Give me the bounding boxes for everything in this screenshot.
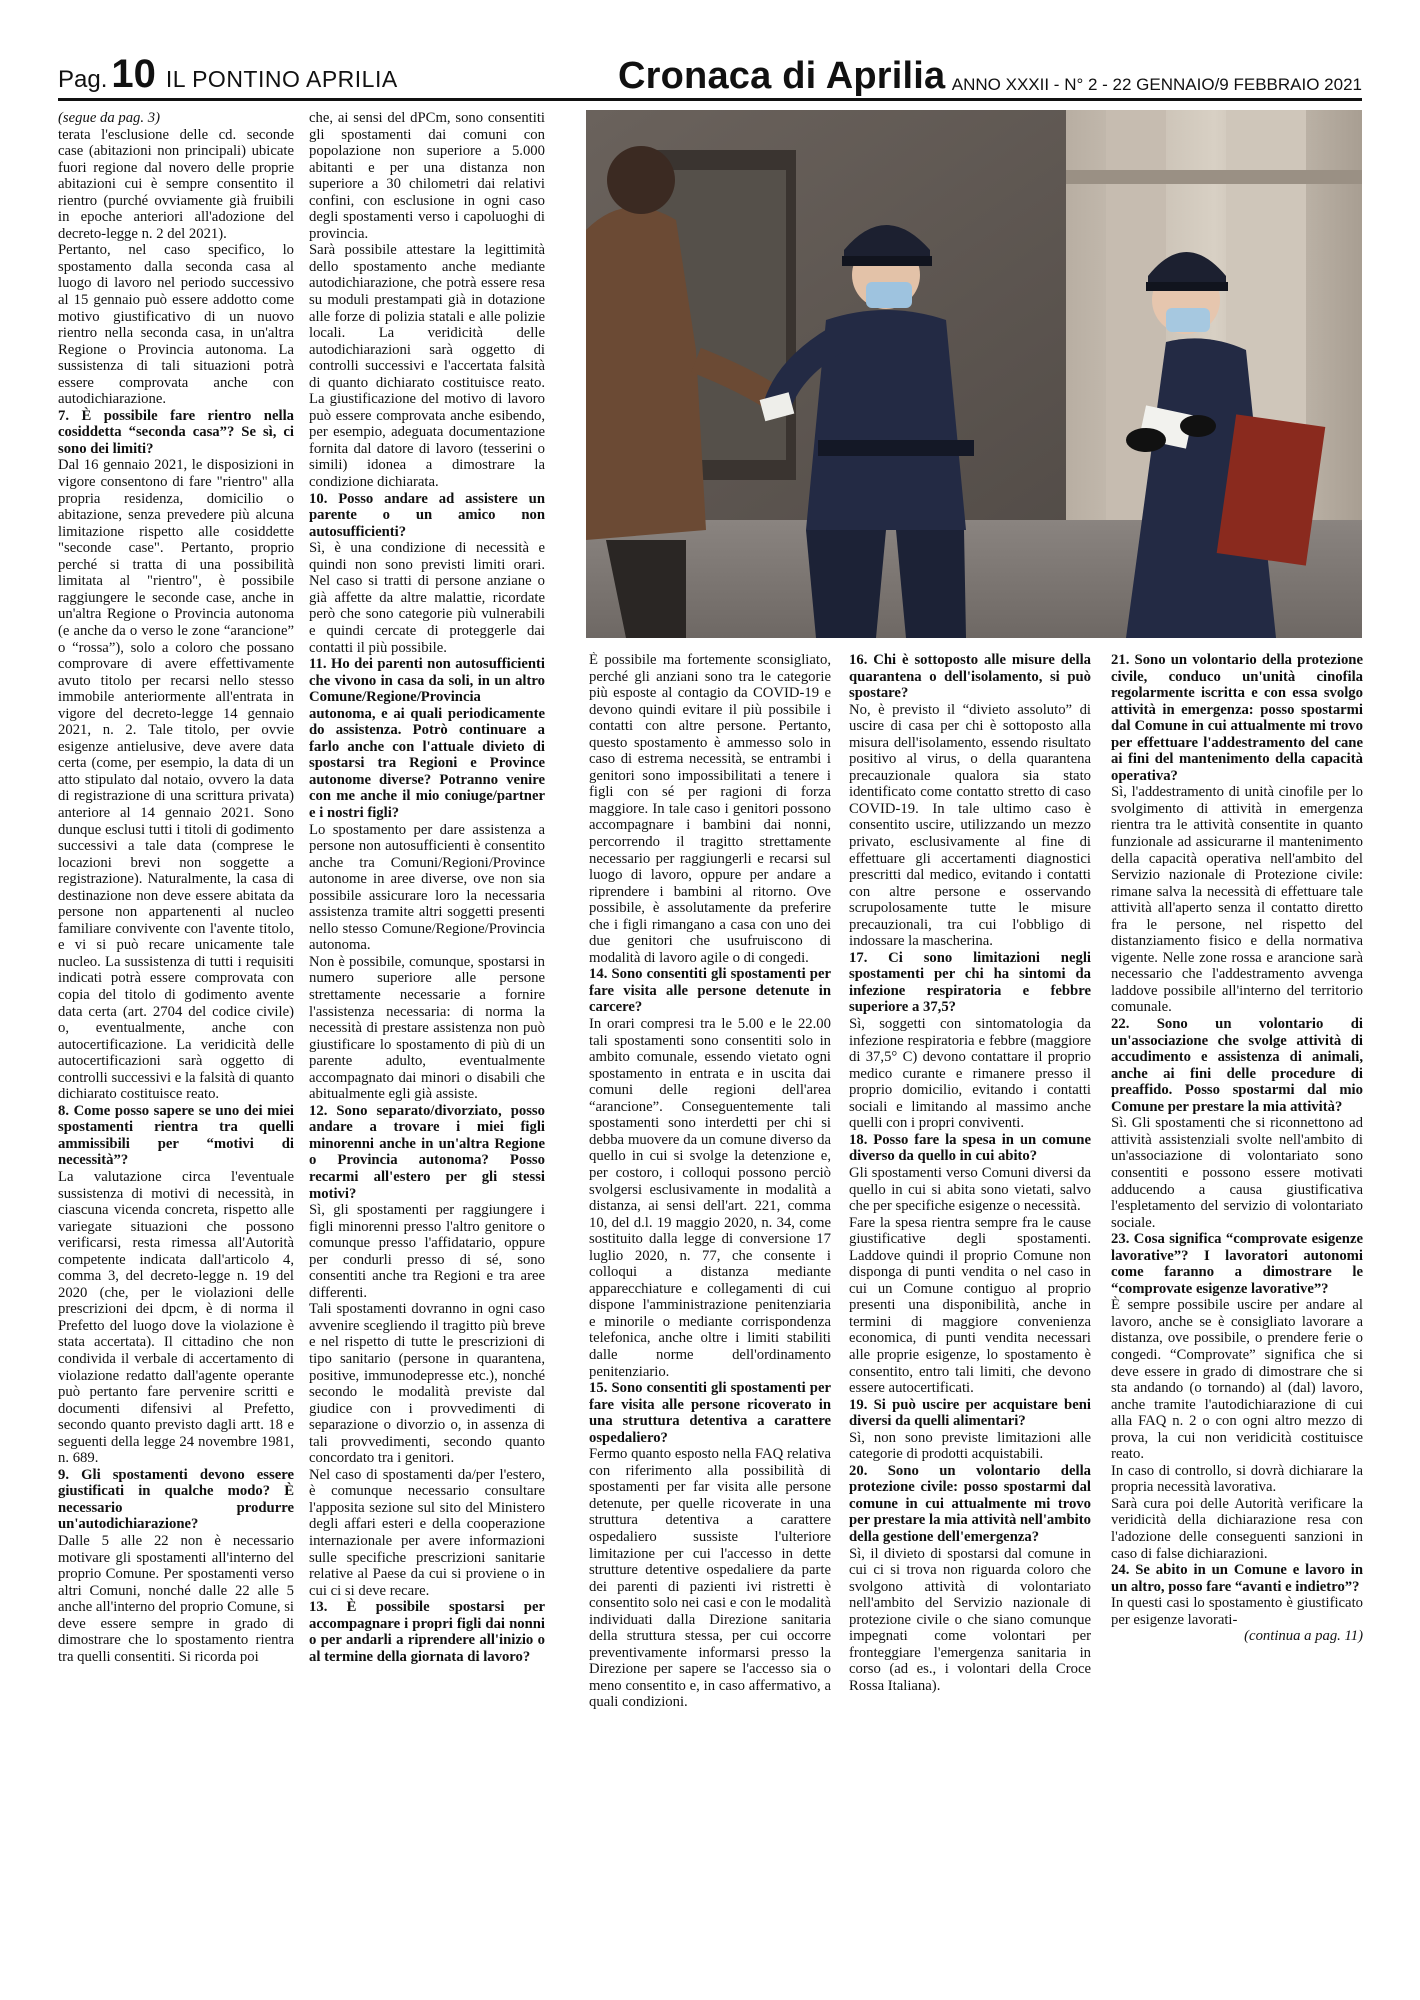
faq-answer-paragraph: No, è previsto il “divieto assoluto” di uscire di casa per chi è sottoposto alla misura dell'isolamento, essendo risultato positivo al virus, o della quarantena precauzionale qualora sia stato identificato come contatto stretto di caso COVID-19. In tale ultimo caso è consentito uscire, utilizzando un mezzo privato, esclusivamente al fine di effettuare gli accertamenti diagnostici prescritti dal medico, evitando i contatti con altre persone e osservando scrupolosamente tutte le misure precauzionali, tra cui l'obbligo di indossare la mascherina.	[849, 701, 1091, 950]
faq-answer-paragraph: Non è possibile, comunque, spostarsi in numero superiore alle persone strettamente necessarie a fornire l'assistenza necessaria: di norma la necessità di prestare assistenza non può giustificare lo spostamento di più di un parente adulto, eventualmente accompagnato dai minori o disabili che abitualmente egli già assiste.	[309, 953, 545, 1103]
faq-question: 10. Posso andare ad assistere un parente o un amico non autosufficienti?	[309, 490, 545, 540]
faq-question: 21. Sono un volontario della protezione civile, conduco un'unità cinofila regolarmente iscritta e con essa svolgo attività in emergenza: posso spostarmi dal Comune in cui attualmente mi trovo per effettuare l'addestramento del cane ai fini del mantenimento della capacità operativa?	[1111, 652, 1363, 784]
continuation-note: (continua a pag. 11)	[1244, 1628, 1363, 1645]
faq-question: 22. Sono un volontario di un'associazione che svolge attività di accudimento e assistenza di animali, anche ai fini delle procedure di preaffido. Posso spostarmi dal mio Comune per prestare la mia attività?	[1111, 1016, 1363, 1115]
page-label: Pag.	[58, 66, 108, 93]
masthead	[58, 52, 1362, 101]
faq-answer-paragraph: Fermo quanto esposto nella FAQ relativa con riferimento alla possibilità di spostamenti per far visita alle persone detenute, per quelle ricoverate in una struttura detentiva a carattere ospedaliero sussiste l'ulteriore limitazione per cui l'accesso in dette strutture detentive ospedaliere da parte dei parenti di pazienti ivi ristretti è consentito solo nei casi e con le modalità individuati dalla Direzione sanitaria della struttura stessa, per cui occorre preventivamente informarsi presso la Direzione per sapere se l'accesso sia o meno consentito e, in caso affermativo, a quali condizioni.	[589, 1446, 831, 1711]
news-photo	[586, 110, 1362, 638]
faq-question: 7. È possibile fare rientro nella cosiddetta “seconda casa”? Se sì, ci sono dei limiti?	[58, 407, 294, 457]
faq-question: 23. Cosa significa “comprovate esigenze lavorative”? I lavoratori autonomi come faranno a dimostrare le “comprovate esigenze lavorative”?	[1111, 1231, 1363, 1297]
police-check-photo	[586, 110, 1362, 638]
faq-answer-paragraph: Sì, l'addestramento di unità cinofile per lo svolgimento di attività in emergenza rientra tra le attività consentite in quanto funzionale ad assicurarne il mantenimento della capacità operativa nell'ambito del Servizio nazionale di Protezione civile: rimane salva la necessità di effettuare tale attività all'aperto senza il contatto diretto fra le persone, nel rispetto del distanziamento fisico e della normativa vigente. Nelle zone rossa e arancione sarà necessario che l'addestramento avvenga laddove possibile all'interno del territorio comunale.	[1111, 784, 1363, 1016]
faq-question: 24. Se abito in un Comune e lavoro in un altro, posso fare “avanti e indietro”?	[1111, 1562, 1363, 1595]
faq-answer-paragraph: Sì. Gli spostamenti che si riconnettono ad attività assistenziali svolte nell'ambito di un'associazione di volontariato sono consentiti e possono essere motivati adducendo a causa giustificativa l'espletamento del servizio di volontariato sociale.	[1111, 1115, 1363, 1231]
faq-question: 8. Come posso sapere se uno dei miei spostamenti rientra tra quelli ammissibili per “motivi di necessità”?	[58, 1102, 294, 1169]
article-column-4	[849, 652, 1091, 1976]
article-column-3	[589, 652, 831, 1976]
faq-answer-paragraph: Lo spostamento per dare assistenza a persone non autosufficienti è consentito anche tra Comuni/Regioni/Province autonome in aree diverse, ove non sia possibile assicurare loro la necessaria assistenza tramite altri soggetti presenti nello stesso Comune/Regione/Provincia autonoma.	[309, 821, 545, 954]
faq-question: 20. Sono un volontario della protezione civile: posso spostarmi dal comune in cui attualmente mi trovo per prestare la mia attività nell'ambito della gestione dell'emergenza?	[849, 1462, 1091, 1545]
faq-answer-paragraph: Fare la spesa rientra sempre fra le cause giustificative degli spostamenti. Laddove quindi il proprio Comune non disponga di punti vendita o nel caso in cui un Comune contiguo al proprio presenti una disponibilità, anche in termini di maggiore convenienza economica, di punti vendita necessari alle proprie esigenze, lo spostamento è consentito, entro tali limiti, che devono essere autocertificati.	[849, 1214, 1091, 1397]
article-column-5	[1111, 652, 1363, 1976]
faq-question: 17. Ci sono limitazioni negli spostamenti per chi ha sintomi da infezione respiratoria e febbre superiore a 37,5?	[849, 949, 1091, 1016]
faq-question: 18. Posso fare la spesa in un comune diverso da quello in cui abito?	[849, 1131, 1091, 1165]
faq-answer-paragraph: Nel caso di spostamenti da/per l'estero, è comunque necessario consultare l'apposita sezione sul sito del Ministero degli affari esteri e della cooperazione internazionale per avere informazioni sulle specifiche prescrizioni sanitarie relative al Paese da cui si proviene o in cui ci si deve recare.	[309, 1466, 545, 1599]
faq-question: 12. Sono separato/divorziato, posso andare a trovare i miei figli minorenni anche in un'altra Regione o Provincia autonoma? Posso recarmi all'estero per gli stessi motivi?	[309, 1102, 545, 1202]
faq-question: 14. Sono consentiti gli spostamenti per fare visita alle persone detenute in carcere?	[589, 966, 831, 1016]
article-column-2	[309, 110, 545, 1976]
faq-answer-paragraph: che, ai sensi del dPCm, sono consentiti gli spostamenti dai comuni con popolazione non superiore a 5.000 abitanti e per una distanza non superiore a 30 chilometri dai relativi confini, con esclusione in ogni caso degli spostamenti verso i capoluoghi di provincia.	[309, 110, 545, 242]
page-number-block	[58, 52, 398, 97]
continued-from-note: (segue da pag. 3)	[58, 110, 160, 126]
faq-question: 16. Chi è sottoposto alle misure della quarantena o dell'isolamento, si può spostare?	[849, 652, 1091, 702]
faq-answer-paragraph: Dalle 5 alle 22 non è necessario motivare gli spostamenti all'interno del proprio Comune. Per spostamenti verso altri Comuni, nonché dalle 22 alle 5 anche all'interno del proprio Comune, si deve essere sempre in grado di dimostrare che lo spostamento rientra tra quelli consentiti. Si ricorda poi	[58, 1533, 294, 1665]
faq-answer-paragraph: In orari compresi tra le 5.00 e le 22.00 tali spostamenti sono consentiti solo in ambito comunale, essendo vietato ogni spostamento in entrata e in uscita dai comuni delle regioni dell'area “arancione”. Conseguentemente tali spostamenti sono interdetti per chi si debba muovere da un comune diverso da quello in cui si svolge la detenzione e, per costoro, i colloqui possono perciò svolgersi esclusivamente in modalità a distanza, ai sensi dell'art. 221, comma 10, del d.l. 19 maggio 2020, n. 34, come sostituito dalla legge di conversione 17 luglio 2020, n. 77, che consente i colloqui a distanza mediante apparecchiature e collegamenti di cui dispone l'amministrazione penitenziaria e minorile o mediante corrispondenza telefonica, anche oltre i limiti stabiliti dalle norme dell'ordinamento penitenziario.	[589, 1016, 831, 1380]
faq-question: 13. È possibile spostarsi per accompagnare i propri figli dai nonni o per andarli a riprendere all'inizio o al termine della giornata di lavoro?	[309, 1599, 545, 1665]
faq-answer-paragraph: Sì, è una condizione di necessità e quindi non sono previsti limiti orari. Nel caso si tratti di persone anziane o già affette da altre malattie, ricordate però che sono categorie più vulnerabili e quindi cercate di proteggerle dai contatti il più possibile.	[309, 540, 545, 656]
faq-question: 15. Sono consentiti gli spostamenti per fare visita alle persone ricoverato in una struttura detentiva a carattere ospedaliero?	[589, 1380, 831, 1446]
faq-answer-paragraph: Pertanto, nel caso specifico, lo spostamento dalla seconda casa al luogo di lavoro nel periodo successivo al 15 gennaio può essere addotto come motivo giustificativo di un nuovo rientro nella seconda casa, in un'altra Regione o Provincia autonoma. La sussistenza di tali situazioni potrà essere comprovata anche con autodichiarazione.	[58, 242, 294, 408]
faq-answer-paragraph: È sempre possibile uscire per andare al lavoro, anche se è consigliato lavorare a distanza, ove possibile, o prendere ferie o congedi. “Comprovate” significa che si deve essere in grado di dimostrare che si sta andando (o tornando) al (dal) lavoro, anche tramite l'autodichiarazione di cui alla FAQ n. 2 o con ogni altro mezzo di prova, la cui non veridicità costituisce reato.	[1111, 1297, 1363, 1463]
faq-question: 9. Gli spostamenti devono essere giustificati in qualche modo? È necessario produrre un'autodichiarazione?	[58, 1466, 294, 1533]
issue-info: ANNO XXXII - N° 2 - 22 GENNAIO/9 FEBBRAIO 2021	[951, 75, 1362, 94]
faq-answer-paragraph: È possibile ma fortemente sconsigliato, perché gli anziani sono tra le categorie più esposte al contagio da COVID-19 e devono quindi evitare il più possibile i contatti con altre persone. Pertanto, questo spostamento è ammesso solo in caso di estrema necessità, se entrambi i genitori sono impossibilitati a tenere i figli con sé per ragioni di forza maggiore. In tale caso i genitori possono accompagnare i bambini dai nonni, percorrendo il tragitto strettamente necessario per raggiungerli e recarsi sul luogo di lavoro, oppure per andare a riprendere i bambini al ritorno. Ove possibile, è assolutamente da preferire che i figli rimangano a casa con uno dei due genitori che usufruiscono di modalità di lavoro agile o di congedi.	[589, 652, 831, 966]
faq-answer-paragraph: Sì, non sono previste limitazioni alle categorie di prodotti acquistabili.	[849, 1429, 1091, 1463]
faq-answer-paragraph: Gli spostamenti verso Comuni diversi da quello in cui si abita sono vietati, salvo che per specifiche esigenze o necessità.	[849, 1164, 1091, 1215]
newspaper-name: IL PONTINO APRILIA	[165, 66, 398, 92]
section-title: Cronaca di Aprilia	[618, 55, 946, 97]
page-number: 10	[111, 52, 156, 96]
faq-answer-paragraph: Dal 16 gennaio 2021, le disposizioni in vigore consentono di fare "rientro" alla propria residenza, domicilio o abitazione, senza prevedere più alcuna limitazione rispetto alle cosiddette "seconde case". Pertanto, proprio perché si tratta di una possibilità limitata al "rientro", è possibile raggiungere le seconde case, anche in un'altra Regione o Provincia autonoma (e anche da o verso le zone “arancione” o “rossa”), solo a coloro che possano comprovare di avere effettivamente avuto titolo per recarsi nello stesso immobile anteriormente all'entrata in vigore del decreto-legge 14 gennaio 2021, n. 2. Tale titolo, per ovvie esigenze antielusive, deve avere data certa (come, per esempio, la data di un atto stipulato dal notaio, ovvero la data di registrazione di una scrittura privata) anteriore al 14 gennaio 2021. Sono dunque esclusi tutti i titoli di godimento successivi a tale data (comprese le locazioni brevi non soggette a registrazione). Naturalmente, la casa di destinazione non deve essere abitata da persone non appartenenti al nucleo familiare convivente con l'avente titolo, e vi si può recare unicamente tale nucleo. La sussistenza di tutti i requisiti indicati potrà essere comprovata con copia del titolo di godimento avente data certa (art. 2704 del codice civile) o, eventualmente, anche con autocertificazione. La veridicità delle autocertificazioni sarà oggetto di controlli successivi e la falsità di quanto dichiarato costituisce reato.	[58, 457, 294, 1103]
article-column-1	[58, 110, 294, 1976]
faq-answer-paragraph: Sì, soggetti con sintomatologia da infezione respiratoria e febbre (maggiore di 37,5° C) devono contattare il proprio medico curante e rimanere presso il proprio domicilio, evitando i contatti sociali e limitando al massimo anche quelli con i propri conviventi.	[849, 1016, 1091, 1132]
faq-answer-paragraph: Sì, il divieto di spostarsi dal comune in cui ci si trova non riguarda coloro che svolgono attività di volontariato nell'ambito del Servizio nazionale di protezione civile o che siano comunque impegnati come volontari per fronteggiare l'emergenza sanitaria in corso (ad es., i volontari della Croce Rossa Italiana).	[849, 1545, 1091, 1694]
faq-answer-paragraph: La valutazione circa l'eventuale sussistenza di motivi di necessità, in ciascuna vicenda concreta, rispetto alle variegate situazioni che possono verificarsi, resta rimessa all'Autorità competente indicata dall'articolo 4, comma 3, del decreto-legge n. 19 del 2020 (che, per le violazioni delle prescrizioni dei dpcm, è di norma il Prefetto del luogo dove la violazione è stata accertata). Il cittadino che non condivida il verbale di accertamento di violazione redatto dall'agente operante può pertanto fare pervenire scritti e documenti difensivi al Prefetto, secondo quanto previsto dagli artt. 18 e seguenti della legge 24 novembre 1981, n. 689.	[58, 1169, 294, 1467]
faq-answer-paragraph: Tali spostamenti dovranno in ogni caso avvenire scegliendo il tragitto più breve e nel rispetto di tutte le prescrizioni di tipo sanitario (persone in quarantena, positive, immunodepresse etc.), nonché secondo le modalità previste dal giudice con i provvedimenti di separazione o divorzio o, in assenza di tali provvedimenti, secondo quanto concordato tra i genitori.	[309, 1301, 545, 1467]
faq-answer-paragraph: Sarà cura poi delle Autorità verificare la veridicità della dichiarazione resa con l'adozione delle conseguenti sanzioni in caso di false dichiarazioni.	[1111, 1495, 1363, 1562]
faq-question: 19. Si può uscire per acquistare beni diversi da quelli alimentari?	[849, 1396, 1091, 1430]
faq-answer-paragraph: Sarà possibile attestare la legittimità dello spostamento anche mediante autodichiarazione, che potrà essere resa su moduli prestampati già in dotazione alle forze di polizia statali e alle polizie locali. La veridicità delle autodichiarazioni sarà oggetto di controlli successivi e l'accertata falsità di quanto dichiarato costituisce reato. La giustificazione del motivo di lavoro può essere comprovata anche esibendo, per esempio, adeguata documentazione fornita dal datore di lavoro (tesserini o simili) idonea a dimostrare la condizione dichiarata.	[309, 242, 545, 491]
faq-question: 11. Ho dei parenti non autosufficienti che vivono in casa da soli, in un altro Comune/Regione/Provincia autonoma, e ai quali periodicamente do assistenza. Potrò continuare a farlo anche con l'attuale divieto di spostarsi tra Regioni e Province autonome diverse? Potranno venire con me anche il mio coniuge/partner e i nostri figli?	[309, 656, 545, 821]
faq-answer-paragraph: In questi casi lo spostamento è giustificato per esigenze lavorati-	[1111, 1595, 1363, 1628]
faq-answer-paragraph: In caso di controllo, si dovrà dichiarare la propria necessità lavorativa.	[1111, 1462, 1363, 1496]
faq-answer-paragraph: Sì, gli spostamenti per raggiungere i figli minorenni presso l'altro genitore o comunque presso l'affidatario, oppure per condurli presso di sé, sono consentiti anche tra Regioni e tra aree differenti.	[309, 1202, 545, 1301]
faq-answer-paragraph: terata l'esclusione delle cd. seconde case (abitazioni non principali) ubicate fuori regione dal novero delle proprie abitazioni cui è sempre consentito il rientro (purché ovviamente già fruibili in epoche anteriori all'adozione del decreto-legge n. 2 del 2021).	[58, 126, 294, 242]
